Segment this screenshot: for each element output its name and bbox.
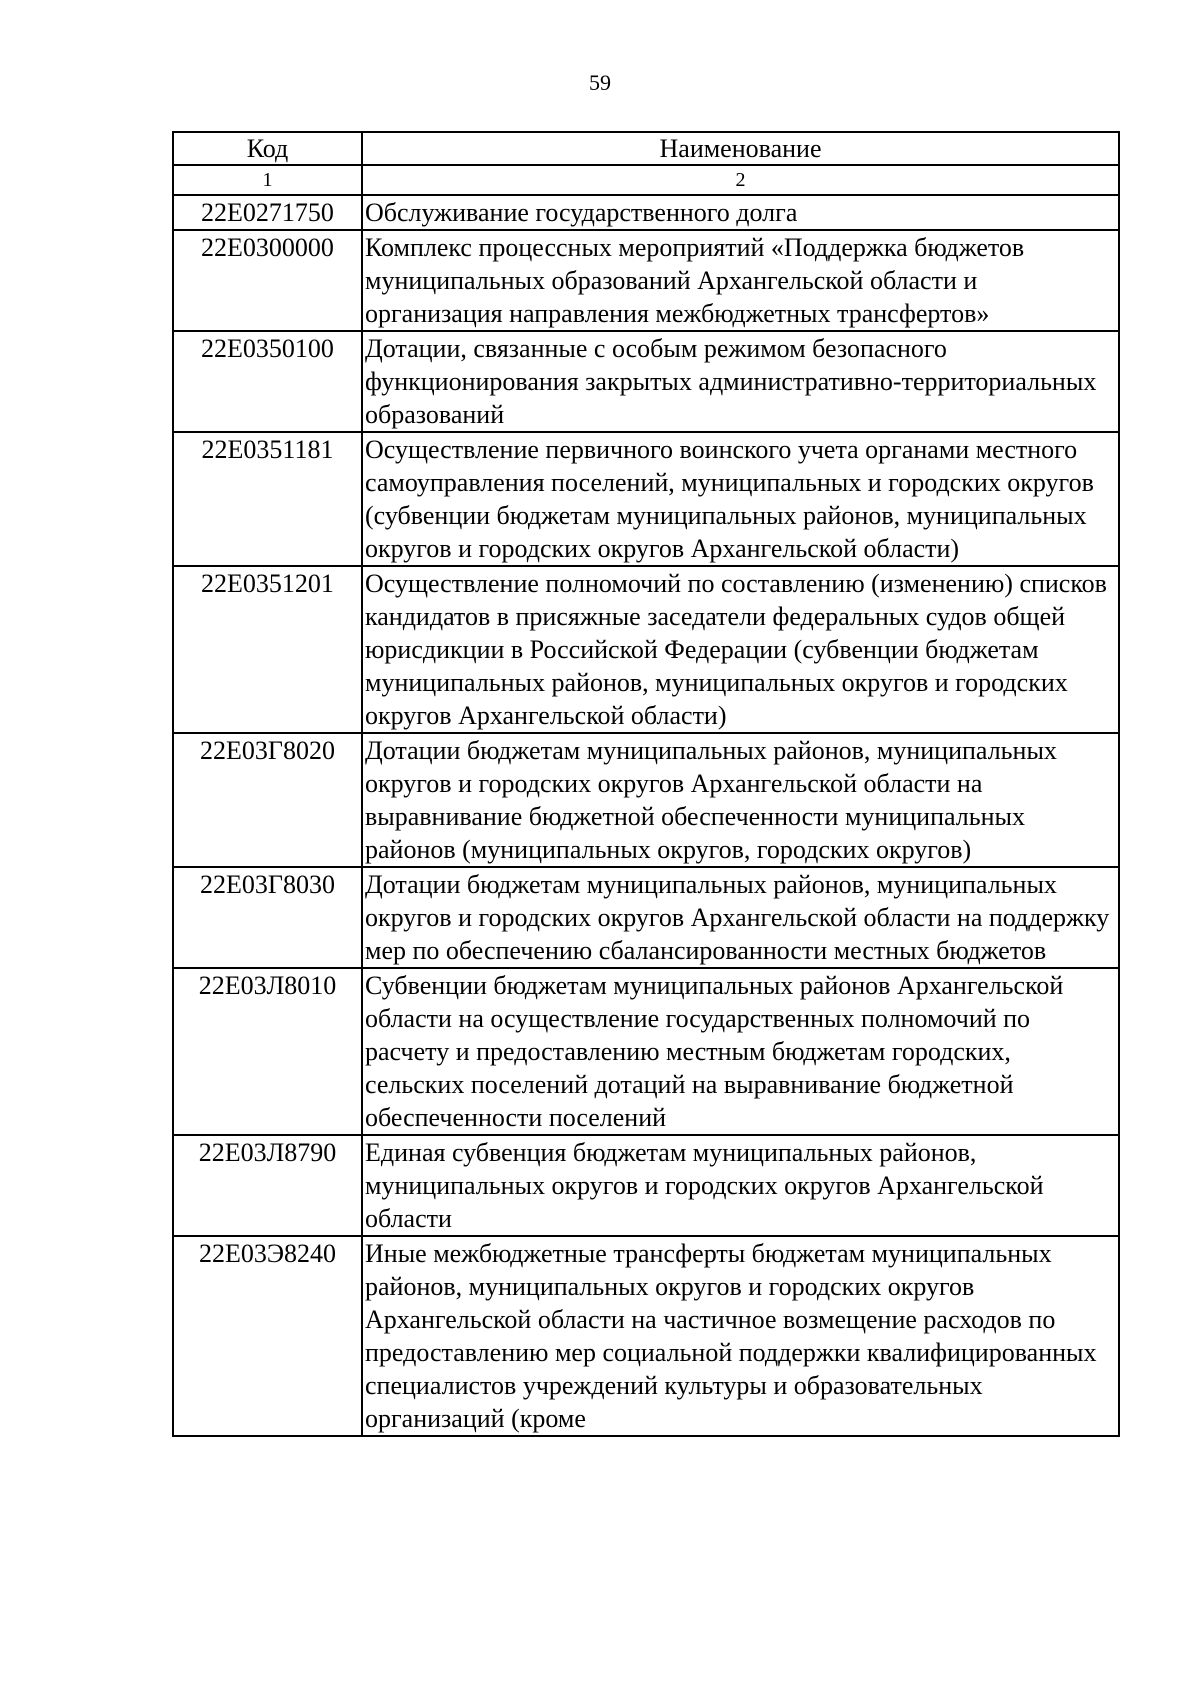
table-row [173,432,1119,566]
table-row [173,1236,1119,1436]
row-name: Комплекс процессных мероприятий «Поддержка бюджетов муниципальных образований Архангельской области и организация направления межбюджетных трансфертов» [362,230,1119,331]
code-column-header: Код [173,132,362,165]
table-row [173,331,1119,432]
column-number-row [173,165,1119,195]
table-body [173,195,1119,1436]
table-row [173,195,1119,230]
table-row [173,566,1119,733]
row-code: 22Е03Г8020 [173,733,362,867]
table-row [173,1135,1119,1236]
row-code: 22Е0300000 [173,230,362,331]
row-name: Единая субвенция бюджетам муниципальных районов, муниципальных округов и городских округов Архангельской области [362,1135,1119,1236]
name-column-header: Наименование [362,132,1119,165]
row-code: 22Е03Л8010 [173,968,362,1135]
name-column-number: 2 [362,165,1119,195]
row-name: Дотации бюджетам муниципальных районов, муниципальных округов и городских округов Архангельской области на поддержку мер по обеспечению сбалансированности местных бюджетов [362,867,1119,968]
table-header [173,132,1119,195]
row-code: 22Е0351201 [173,566,362,733]
row-name: Осуществление полномочий по составлению (изменению) списков кандидатов в присяжные заседатели федеральных судов общей юрисдикции в Российской Федерации (субвенции бюджетам муниципальных районов, муниципальных округов и городских округов Архангельской области) [362,566,1119,733]
row-code: 22Е0351181 [173,432,362,566]
row-name: Осуществление первичного воинского учета органами местного самоуправления поселений, муниципальных и городских округов (субвенции бюджетам муниципальных районов, муниципальных округов и городских округов Архангельской области) [362,432,1119,566]
row-name: Дотации, связанные с особым режимом безопасного функционирования закрытых административно-территориальных образований [362,331,1119,432]
budget-codes-table [172,131,1120,1437]
row-name: Иные межбюджетные трансферты бюджетам муниципальных районов, муниципальных округов и городских округов Архангельской области на частичное возмещение расходов по предоставлению мер социальной поддержки квалифицированных специалистов учреждений культуры и образовательных организаций (кроме [362,1236,1119,1436]
table-row [173,968,1119,1135]
row-name: Субвенции бюджетам муниципальных районов Архангельской области на осуществление государственных полномочий по расчету и предоставлению местным бюджетам городских, сельских поселений дотаций на выравнивание бюджетной обеспеченности поселений [362,968,1119,1135]
header-row [173,132,1119,165]
row-code: 22Е03Л8790 [173,1135,362,1236]
row-code: 22Е03Э8240 [173,1236,362,1436]
row-code: 22Е03Г8030 [173,867,362,968]
table-row [173,867,1119,968]
row-name: Обслуживание государственного долга [362,195,1119,230]
row-code: 22Е0271750 [173,195,362,230]
row-name: Дотации бюджетам муниципальных районов, муниципальных округов и городских округов Архангельской области на выравнивание бюджетной обеспеченности муниципальных районов (муниципальных округов, городских округов) [362,733,1119,867]
table-row [173,230,1119,331]
table-row [173,733,1119,867]
page-number: 59 [589,70,611,95]
code-column-number: 1 [173,165,362,195]
row-code: 22Е0350100 [173,331,362,432]
